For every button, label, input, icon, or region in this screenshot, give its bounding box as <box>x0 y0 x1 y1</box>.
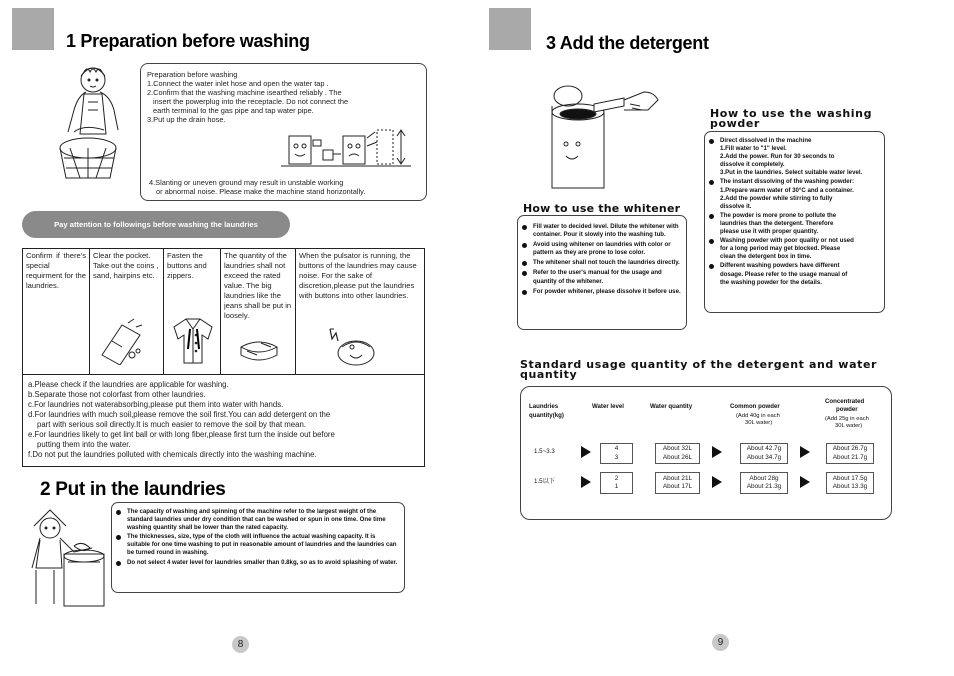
powder-item-2-line3: 2.Add the powder while stirring to fully <box>720 194 833 202</box>
row1-arrow-2 <box>712 446 722 458</box>
row2-water-a: About 21L <box>662 474 693 482</box>
note-c: c.For laundries not waterabsorbing,please put them into water with hands. <box>28 400 284 409</box>
col-water-quantity-header: Water quantity <box>650 403 693 410</box>
whitener-heading: How to use the whitener <box>523 202 681 215</box>
col-conc-header-2: powder <box>836 406 858 413</box>
prep-step-2-line3: earth terminal to the gas pipe and tap water pipe. <box>153 106 314 115</box>
usage-table-heading-line1: Standard usage quantity of the detergent and water <box>520 358 878 371</box>
row1-arrow-3 <box>800 446 810 458</box>
checklist-column-3-text: Fasten the buttons and zippers. <box>167 251 207 280</box>
section2-title: 2 Put in the laundries <box>40 479 226 500</box>
powder-item-1-line3: 2.Add the power. Run for 30 seconds to <box>720 153 835 161</box>
powder-heading-line1: How to use the washing <box>710 107 873 120</box>
powder-item-3-line3: please use it with proper quantity. <box>720 228 819 236</box>
row2-arrow-3 <box>800 476 810 488</box>
row2-conc-b: About 13.3g <box>832 483 868 490</box>
row1-level-b: 3 <box>614 453 619 461</box>
usage-quantity-table <box>520 386 892 520</box>
preparation-steps-box <box>140 63 427 201</box>
powder-item-1-line2: 1.Fill water to "1" level. <box>720 145 787 153</box>
prep-step-4-line1: 4.Slanting or uneven ground may result in unstable working <box>149 178 344 187</box>
row2-arrow-2 <box>712 476 722 488</box>
checklist-column-1 <box>23 249 90 374</box>
row2-level-a: 2 <box>614 474 619 482</box>
prep-step-2-line1: 2.Confirm that the washing machine isearthed reliably . The <box>147 88 342 97</box>
section-marker-square <box>489 8 531 50</box>
row1-water-quantity <box>655 443 700 464</box>
row1-common-b: About 34.7g <box>746 453 782 461</box>
checklist-column-4-text: The quantity of the laundries shall not exceed the rated value. The big laundries like the jeans shall be put in loosely. <box>224 251 292 320</box>
row1-conc-b: About 21.7g <box>832 453 868 461</box>
checklist-column-3 <box>164 249 221 374</box>
row2-common-a: About 28g <box>749 474 779 482</box>
prep-step-3: 3.Put up the drain hose. <box>147 115 226 124</box>
put-in-bullets <box>116 508 400 567</box>
put-in-bullet-1: The capacity of washing and spinning of the machine refer to the largest weight of the standard laundries under dry condition that can be washed or spun in one time. One time washing quantity shall be lower than the rated capacity. <box>116 508 400 532</box>
row2-conc-a: About 17.5g <box>832 474 868 482</box>
machine-placement-illustration <box>281 126 421 171</box>
noise-warning-illustration <box>326 325 378 369</box>
checklist-column-2-text: Clear the pocket. Take out the coins , sand, hairpins etc. <box>93 251 159 280</box>
col-common-header-2: (Add 40g in each <box>736 413 780 419</box>
powder-item-1-line5: 3.Put in the laundries. Select suitable water level. <box>720 169 863 177</box>
row1-quantity: 1.5~3.3 <box>534 448 555 455</box>
checklist-column-4 <box>221 249 296 374</box>
powder-item-2-line1: The instant dissolving of the washing powder: <box>720 178 855 186</box>
row2-quantity: 1.5以下 <box>534 478 555 485</box>
checklist-column-1-text: Confirm if there's special requirment for the laundries. <box>26 251 86 290</box>
woman-with-basket-illustration <box>48 62 138 192</box>
washing-powder-box <box>704 131 885 313</box>
checklist-column-2 <box>90 249 164 374</box>
row1-common-powder <box>740 443 788 464</box>
whitener-item-2: Avoid using whitener on laundries with color or pattern as they are prone to lose color. <box>522 241 686 257</box>
woman-loading-laundry-illustration <box>24 506 114 610</box>
note-e-line1: e.For laundries likely to get lint ball or with long fiber,please first turn the inside out before <box>28 430 335 439</box>
powder-item-4-line3: clean the detergent box in time. <box>720 253 812 261</box>
prep-heading: Preparation before washing <box>147 70 238 79</box>
row2-concentrated-powder <box>826 472 874 494</box>
powder-item-4 <box>709 237 885 261</box>
folded-jeans-illustration <box>237 335 281 365</box>
page-number-right: 9 <box>712 634 729 651</box>
row2-water-level <box>600 472 633 494</box>
laundry-checklist-table <box>22 248 425 375</box>
whitener-box <box>517 215 687 330</box>
whitener-item-4: Refer to the user's manual for the usage and quantity of the whitener. <box>522 269 686 285</box>
put-in-bullet-3: Do not select 4 water level for laundries smaller than 0.8kg, so as to avoid splashing of water. <box>116 559 400 567</box>
prep-step-1: 1.Connect the water inlet hose and open the water tap . <box>147 79 329 88</box>
powder-heading-line2: powder <box>710 117 760 130</box>
powder-item-4-line1: Washing powder with poor quality or not used <box>720 237 854 245</box>
row1-water-b: About 26L <box>662 453 693 461</box>
prep-step-4-line2: or abnormal noise. Please make the machine stand horizontally. <box>156 187 366 196</box>
powder-item-4-line2: for a long period may get blocked. Please <box>720 245 841 253</box>
whitener-item-3: The whitener shall not touch the laundries directly. <box>522 259 686 267</box>
col-common-header-1: Common powder <box>730 403 780 410</box>
col-laundries-header-2: quantity(kg) <box>529 412 564 419</box>
row1-level-a: 4 <box>614 445 619 452</box>
row1-water-a: About 32L <box>662 445 693 452</box>
powder-item-3-line1: The powder is more prone to pollute the <box>720 211 837 219</box>
laundry-notes-box <box>22 375 425 467</box>
col-laundries-header-1: Laundries <box>529 403 559 410</box>
powder-item-3 <box>709 212 885 236</box>
powder-item-2-line2: 1.Prepare warm water of 30°C and a container. <box>720 186 854 194</box>
whitener-item-5: For powder whitener, please dissolve it before use. <box>522 288 686 296</box>
powder-item-5-line2: dosage. Please refer to the usage manual of <box>720 270 848 278</box>
note-f: f.Do not put the laundries polluted with chemicals directly into the washing machine. <box>28 450 317 459</box>
col-conc-header-1: Concentrated <box>825 398 865 405</box>
powder-item-1 <box>709 137 885 177</box>
powder-item-2 <box>709 178 885 210</box>
row1-concentrated-powder <box>826 443 874 464</box>
usage-table-heading-line2: quantity <box>520 368 578 381</box>
col-common-header-3: 30L water) <box>745 420 773 426</box>
powder-item-3-line2: laundries than the detergent. Therefore <box>720 219 834 227</box>
col-water-level-header: Water level <box>592 403 624 410</box>
powder-item-2-line4: dissolve it. <box>720 202 752 210</box>
put-in-laundries-box <box>111 502 405 593</box>
whitener-bullets <box>522 223 686 296</box>
row2-level-b: 1 <box>614 483 619 490</box>
note-b: b.Separate those not colorfast from other laundries. <box>28 390 206 399</box>
powder-bullets <box>709 137 885 287</box>
powder-item-1-line1: Direct dissolved in the machine <box>720 137 812 144</box>
pocket-illustration <box>98 315 148 365</box>
row2-common-powder <box>740 472 788 494</box>
powder-item-5-line3: the washing powder for the details. <box>720 278 822 286</box>
row2-water-quantity <box>655 472 700 494</box>
checklist-column-5 <box>296 249 424 374</box>
powder-item-1-line4: dissolve it completely. <box>720 161 785 169</box>
shirt-illustration <box>170 315 216 367</box>
note-e-line2: putting them into the water. <box>37 440 131 449</box>
section1-title: 1 Preparation before washing <box>66 31 310 51</box>
row1-arrow <box>581 446 591 458</box>
row1-common-a: About 42.7g <box>746 445 782 452</box>
page-number-left: 8 <box>232 636 249 653</box>
attention-banner: Pay attention to followings before washing the laundries <box>22 211 290 238</box>
note-a: a.Please check if the laundries are applicable for washing. <box>28 380 229 389</box>
powder-item-5-line1: Different washing powders have different <box>720 262 840 270</box>
prep-step-2-line2: insert the powerplug into the receptacle. Do not connect the <box>153 97 349 106</box>
put-in-bullet-2: The thicknesses, size, type of the cloth will influence the actual washing capacity. It is suitable for one time washing to put in reasonable amount of laundries and the laundries can be turned round in washing. <box>116 533 400 557</box>
row1-conc-a: About 26.7g <box>832 445 868 452</box>
col-conc-header-3: (Add 25g in each <box>825 416 869 422</box>
section-marker-square <box>12 8 54 50</box>
row2-water-b: About 17L <box>662 483 693 490</box>
checklist-column-5-text: When the pulsator is running, the buttons of the laundries may cause noise. For the sake of discretion,please put the laundries with buttons into other laundries. <box>299 251 417 300</box>
section3-title: 3 Add the detergent <box>546 33 709 53</box>
row2-common-b: About 21.3g <box>746 483 782 490</box>
note-d-line2: part with serious soil directly.It is much easier to remove the soil by that mean. <box>37 420 306 429</box>
row2-arrow <box>581 476 591 488</box>
detergent-pouring-illustration <box>540 82 670 194</box>
whitener-item-1: Fill water to decided level. Dilute the whitener with container. Pour it slowly into the washing tub. <box>522 223 686 239</box>
powder-item-5 <box>709 262 885 286</box>
row1-water-level <box>600 443 633 464</box>
note-d-line1: d.For laundries with much soil,please remove the soil first.You can add detergent on the <box>28 410 331 419</box>
col-conc-header-4: 30L water) <box>835 423 863 429</box>
